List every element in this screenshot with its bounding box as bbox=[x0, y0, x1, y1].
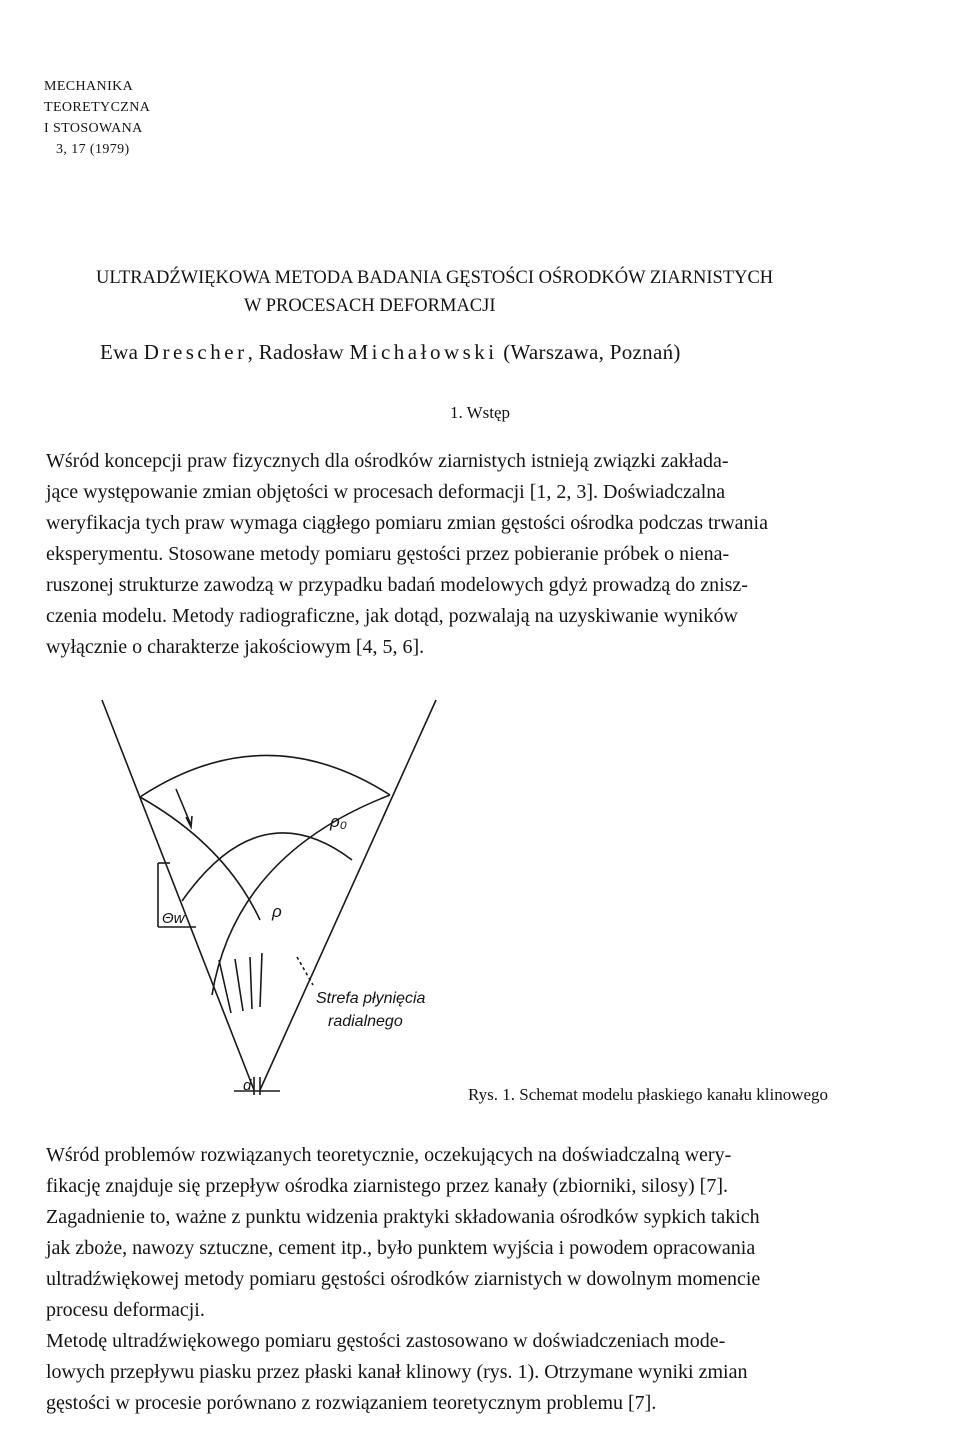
paragraph-method bbox=[46, 1326, 908, 1419]
wedge-right-wall bbox=[260, 700, 436, 1090]
paragraph-line: jak zboże, nawozy sztuczne, cement itp., było punktem wyjścia i powodem opracowania bbox=[46, 1237, 756, 1259]
paragraph-line: Wśród koncepcji praw fizycznych dla ośrodków ziarnistych istnieją związki zakłada- bbox=[46, 450, 729, 472]
paragraph-line: weryfikacja tych praw wymaga ciągłego pomiaru zmian gęstości ośrodka podczas trwania bbox=[46, 512, 768, 534]
paragraph-line: Wśród problemów rozwiązanych teoretycznie, oczekujących na doświadczalną wery- bbox=[46, 1144, 732, 1166]
zone-leader-line bbox=[297, 957, 313, 985]
paragraph-line: czenia modelu. Metody radiograficzne, jak dotąd, pozwalają na uzyskiwanie wyników bbox=[46, 605, 738, 627]
label-rho0: ρ₀ bbox=[330, 812, 347, 831]
author-1-first-name: Ewa bbox=[100, 340, 139, 364]
title-line-2: W PROCESACH DEFORMACJI bbox=[244, 296, 496, 316]
journal-header bbox=[44, 76, 150, 160]
paragraph-line: Metodę ultradźwiękowego pomiaru gęstości zastosowano w doświadczeniach mode- bbox=[46, 1330, 726, 1352]
paragraph-line: gęstości w procesie porównano z rozwiązaniem teoretycznym problemu [7]. bbox=[46, 1392, 657, 1414]
flow-arrow-4 bbox=[260, 953, 262, 1007]
paragraph-line: eksperymentu. Stosowane metody pomiaru gęstości przez pobieranie próbek o niena- bbox=[46, 543, 730, 565]
flow-arrow-3 bbox=[250, 957, 252, 1009]
paragraph-line: fikację znajduje się przepływ ośrodka ziarnistego przez kanały (zbiorniki, silosy) [7]. bbox=[46, 1175, 728, 1197]
title-line-1: ULTRADŹWIĘKOWA METODA BADANIA GĘSTOŚCI OŚRODKÓW ZIARNISTYCH bbox=[96, 268, 774, 288]
paragraph-line: wyłącznie o charakterze jakościowym [4, 5, 6]. bbox=[46, 636, 425, 658]
flow-arrow-upper bbox=[176, 789, 191, 825]
author-2-first-name: Radosław bbox=[258, 340, 344, 364]
section-heading: 1. Wstęp bbox=[449, 403, 511, 422]
article-title bbox=[96, 264, 773, 320]
journal-name-line-1: MECHANIKA bbox=[44, 79, 134, 94]
label-zone-line-1: Strefa płynięcia bbox=[316, 990, 426, 1007]
paragraph-line: procesu deformacji. bbox=[46, 1299, 205, 1321]
paragraph-line: jące występowanie zmian objętości w procesach deformacji [1, 2, 3]. Doświadczalna bbox=[46, 481, 726, 503]
journal-name-line-3: I STOSOWANA bbox=[44, 121, 143, 136]
label-rho: ρ bbox=[272, 902, 282, 921]
author-2-last-name: Michałowski bbox=[349, 340, 498, 364]
paragraph-line: lowych przepływu piasku przez płaski kanał klinowy (rys. 1). Otrzymane wyniki zmian bbox=[46, 1361, 748, 1383]
paragraph-intro bbox=[46, 446, 906, 663]
flow-arrow-upper-head bbox=[186, 816, 192, 827]
author-1-last-name: Drescher bbox=[143, 340, 248, 364]
arc-radial-zone bbox=[182, 833, 352, 901]
author-location: (Warszawa, Poznań) bbox=[503, 340, 681, 364]
wedge-channel-figure bbox=[90, 695, 450, 1115]
author-line: Ewa Drescher, Radosław Michałowski (Warszawa, Poznań) bbox=[100, 340, 681, 364]
figure-caption: Rys. 1. Schemat modelu płaskiego kanału klinowego bbox=[468, 1085, 829, 1104]
journal-name-line-2: TEORETYCZNA bbox=[44, 100, 151, 115]
flow-arrow-2 bbox=[235, 959, 243, 1011]
paragraph-line: ruszonej strukturze zawodzą w przypadku badań modelowych gdyż prowadzą do znisz- bbox=[46, 574, 748, 596]
paragraph-line: Zagadnienie to, ważne z punktu widzenia praktyki składowania ośrodków sypkich takich bbox=[46, 1206, 760, 1228]
paragraph-problem bbox=[46, 1140, 908, 1326]
label-d: d bbox=[243, 1077, 252, 1094]
label-theta-w: Θw bbox=[162, 910, 185, 927]
paragraph-line: ultradźwiękowej metody pomiaru gęstości ośrodków ziarnistych w dowolnym momencie bbox=[46, 1268, 761, 1290]
label-zone-line-2: radialnego bbox=[328, 1013, 403, 1030]
journal-issue: 3, 17 (1979) bbox=[56, 142, 130, 157]
